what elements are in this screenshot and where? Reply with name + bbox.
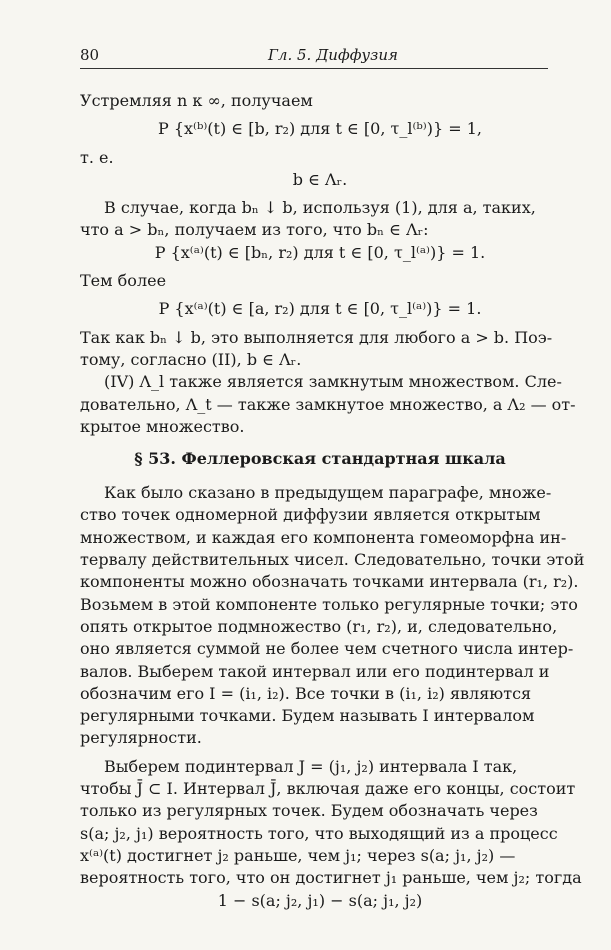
text-line: т. е. <box>80 147 114 167</box>
formula-line: P {x⁽ᵇ⁾(t) ∈ [b, r₂) для t ∈ [0, τ_l⁽ᵇ⁾)} = 1, <box>157 119 482 139</box>
text-line: Возьмем в этой компоненте только регулярные точки; это <box>80 594 578 614</box>
formula-line: P {x⁽ᵃ⁾(t) ∈ [bₙ, r₂) для t ∈ [0, τ_l⁽ᵃ⁾)} = 1. <box>154 242 486 262</box>
page-number: 80 <box>80 46 100 64</box>
running-header <box>80 46 548 69</box>
text-line: Так как bₙ ↓ b, это выполняется для любого a > b. Поэ- <box>80 327 553 347</box>
text-line: крытое множество. <box>80 416 245 436</box>
text-line: x⁽ᵃ⁾(t) достигнет j₂ раньше, чем j₁; через s(a; j₁, j₂) — <box>80 845 516 865</box>
text-line: s(a; j₂, j₁) вероятность того, что выходящий из a процесс <box>80 823 558 843</box>
text-line: регулярными точками. Будем называть I интервалом <box>80 706 535 726</box>
text-line: Выберем подинтервал J = (j₁, j₂) интервала I так, <box>104 756 518 776</box>
formula-line: 1 − s(a; j₂, j₁) − s(a; j₁, j₂) <box>217 890 423 910</box>
text-line: чтобы J̄ ⊂ I. Интервал J̄, включая даже его концы, состоит <box>80 779 576 799</box>
text-line: довательно, Λ_t — также замкнутое множество, а Λ₂ — от- <box>80 394 576 414</box>
text-line: тервалу действительных чисел. Следовательно, точки этой <box>80 550 585 570</box>
text-line: множеством, и каждая его компонента гомеоморфна ин- <box>80 527 567 547</box>
text-line: Устремляя n к ∞, получаем <box>80 91 313 110</box>
text-line: тому, согласно (II), b ∈ Λᵣ. <box>80 349 302 369</box>
page-body <box>80 90 585 912</box>
text-line: что a > bₙ, получаем из того, что bₙ ∈ Λᵣ: <box>80 220 429 240</box>
text-line: Тем более <box>80 271 167 291</box>
formula-line: b ∈ Λᵣ. <box>292 169 348 189</box>
formula-line: P {x⁽ᵃ⁾(t) ∈ [a, r₂) для t ∈ [0, τ_l⁽ᵃ⁾)} = 1. <box>158 299 482 319</box>
text-line: Как было сказано в предыдущем параграфе, множе- <box>104 483 552 503</box>
text-line: опять открытое подмножество (r₁, r₂), и, следовательно, <box>80 616 558 636</box>
text-line: только из регулярных точек. Будем обозначать через <box>80 801 538 821</box>
text-line: ство точек одномерной диффузии является открытым <box>80 505 541 525</box>
text-line: (IV) Λ_l также является замкнутым множеством. Сле- <box>104 372 562 392</box>
text-line: компоненты можно обозначать точками интервала (r₁, r₂). <box>80 572 579 592</box>
text-line: оно является суммой не более чем счетного числа интер- <box>80 639 574 659</box>
text-line: В случае, когда bₙ ↓ b, используя (1), для a, таких, <box>104 198 536 218</box>
running-title: Гл. 5. Диффузия <box>268 46 398 64</box>
text-line: вероятность того, что он достигнет j₁ раньше, чем j₂; тогда <box>80 868 582 888</box>
text-line: регулярности. <box>80 728 202 748</box>
section-title: § 53. Феллеровская стандартная шкала <box>134 449 506 469</box>
text-line: обозначим его I = (i₁, i₂). Все точки в (i₁, i₂) являются <box>80 683 532 703</box>
text-line: валов. Выберем такой интервал или его подинтервал и <box>80 661 550 681</box>
